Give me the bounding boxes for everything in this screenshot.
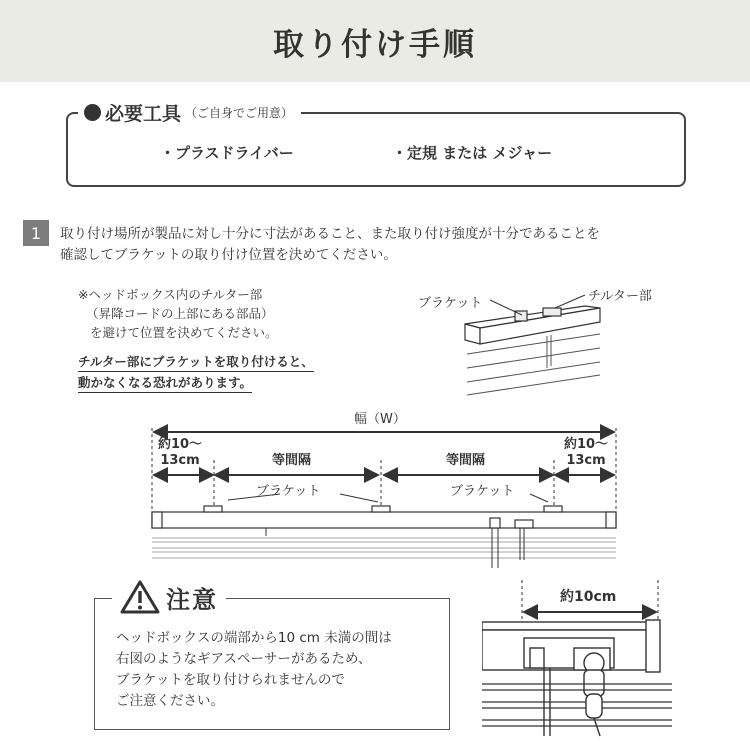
tools-legend bbox=[78, 99, 301, 125]
note-line3: を避けて位置を決めてください。 bbox=[90, 325, 278, 340]
caution-line4: ご注意ください。 bbox=[116, 693, 224, 709]
width-label: 幅（W） bbox=[350, 408, 410, 427]
tools-title: 必要工具 bbox=[105, 102, 182, 125]
caution-text bbox=[116, 628, 392, 712]
left-margin-line1: 約10～ bbox=[157, 437, 203, 452]
step1-line1: 取り付け場所が製品に対し十分に寸法があること、また取り付け強度が十分であることを bbox=[60, 226, 600, 242]
tilter-note bbox=[78, 285, 278, 342]
warning-line1: チルター部にブラケットを取り付けると、 bbox=[78, 352, 314, 372]
caution-line1: ヘッドボックスの端部から10 cm 未満の間は bbox=[116, 630, 392, 646]
gear-spacer-dimension-label: 約10cm bbox=[560, 589, 617, 605]
step1-text bbox=[60, 224, 720, 266]
warning-triangle-icon bbox=[120, 579, 160, 615]
equal-spacing-label-1: 等間隔 bbox=[272, 453, 312, 468]
bracket-label-1: ブラケット bbox=[256, 484, 321, 499]
caution-legend bbox=[112, 574, 226, 620]
right-margin-label bbox=[556, 437, 616, 469]
equal-spacing-label-2: 等間隔 bbox=[446, 453, 486, 468]
page-title: 取り付け手順 bbox=[273, 26, 477, 63]
note-line1: ※ヘッドボックス内のチルター部 bbox=[78, 287, 263, 302]
tool-screwdriver: ・プラスドライバー bbox=[160, 144, 294, 162]
bullet-dot-icon bbox=[84, 104, 101, 121]
caution-title: 注意 bbox=[166, 585, 218, 614]
left-margin-line2: 13cm bbox=[160, 453, 200, 468]
left-margin-label bbox=[150, 437, 210, 469]
page-header bbox=[0, 0, 750, 82]
right-margin-line2: 13cm bbox=[566, 453, 606, 468]
bracket-label-small: ブラケット bbox=[418, 296, 483, 311]
step-number-badge: 1 bbox=[23, 220, 49, 246]
note-line2: （昇降コードの上部にある部品） bbox=[86, 306, 274, 321]
caution-line3: ブラケットを取り付けられませんので bbox=[116, 672, 345, 688]
warning-line2: 動かなくなる恐れがあります。 bbox=[78, 373, 252, 393]
tools-subtitle: （ご自身でご用意） bbox=[185, 105, 294, 120]
tool-ruler: ・定規 または メジャー bbox=[392, 144, 553, 162]
right-margin-line1: 約10～ bbox=[563, 437, 609, 452]
label-leader-lines bbox=[480, 290, 590, 330]
caution-line2: 右図のようなギアスペーサーがあるため、 bbox=[116, 651, 372, 667]
bracket-label-2: ブラケット bbox=[450, 484, 515, 499]
step1-line2: 確認してブラケットの取り付け位置を決めてください。 bbox=[60, 247, 397, 263]
tilter-label: チルター部 bbox=[588, 289, 652, 304]
